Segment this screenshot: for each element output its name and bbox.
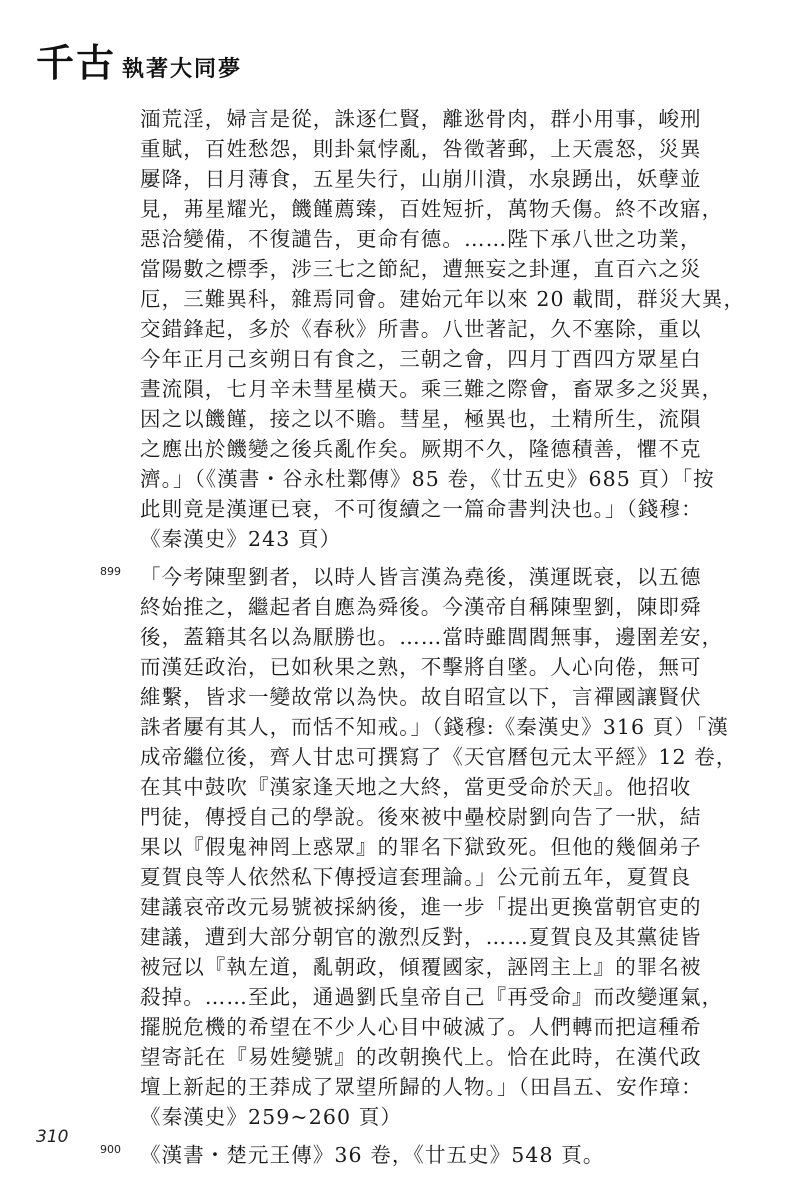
text-line: 屢降，日月薄食，五星失行，山崩川潰，水泉踴出，妖孽並 [140, 167, 702, 191]
text-line: 後，蓋籍其名以為厭勝也。……當時雖閭閻無事，邊圉差安， [140, 625, 724, 649]
text-line: 而漢廷政治，已如秋果之熟，不擊將自墜。人心向倦，無可 [140, 655, 702, 679]
text-line: 維繫，皆求一變故常以為快。故自昭宣以下，言禪國讓賢伏 [140, 685, 702, 709]
book-title-large: 千古 [36, 40, 117, 85]
footnote-continuation [100, 104, 746, 554]
book-title-small: 執著大同夢 [122, 56, 243, 82]
text-line: 湎荒淫，婦言是從，誅逐仁賢，離逖骨肉，群小用事，峻刑 [140, 107, 702, 131]
text-line: 之應出於饑變之後兵亂作矣。厥期不久，隆德積善，懼不克 [140, 437, 702, 461]
text-line: 因之以饑饉，接之以不贍。彗星，極異也，土精所生，流隕 [140, 407, 702, 431]
text-line: 夏賀良等人依然私下傳授這套理論。」公元前五年，夏賀良 [140, 865, 692, 889]
text-line: 建議，遭到大部分朝官的激烈反對，……夏賀良及其黨徒皆 [140, 925, 702, 949]
text-line: 建議哀帝改元易號被採納後，進一步「提出更換當朝官吏的 [140, 895, 702, 919]
text-line: 重賦，百姓愁怨，則卦氣悖亂，咎徵著郵，上天震怒，災異 [140, 137, 702, 161]
text-line: 擺脱危機的希望在不少人心目中破滅了。人們轉而把這種希 [140, 1015, 702, 1039]
text-line: 厄，三難異科，雜焉同會。建始元年以來 20 載間，群災大異， [140, 287, 746, 311]
text-line: 終始推之，繼起者自應為舜後。今漢帝自稱陳聖劉，陳即舜 [140, 595, 702, 619]
footnote-899 [100, 562, 738, 1132]
text-line: 被冠以『執左道，亂朝政，傾覆國家，誣罔主上』的罪名被 [140, 955, 702, 979]
footnote-number: 899 [100, 565, 121, 578]
text-line: 門徒，傳授自己的學說。後來被中壘校尉劉向告了一狀，結 [140, 805, 702, 829]
text-line: 此則竟是漢運已衰，不可復續之一篇命書判決也。」（錢穆： [140, 497, 703, 521]
text-line: 「今考陳聖劉者，以時人皆言漢為堯後，漢運既衰，以五德 [140, 565, 702, 589]
text-line: 成帝繼位後，齊人甘忠可撰寫了《天官曆包元太平經》12 卷， [140, 745, 738, 769]
text-line: 《秦漢史》243 頁） [140, 527, 342, 551]
text-line: 果以『假鬼神罔上惑眾』的罪名下獄致死。但他的幾個弟子 [140, 835, 702, 859]
text-line: 《秦漢史》259~260 頁） [140, 1105, 402, 1129]
text-line: 殺掉。……至此，通過劉氏皇帝自己『再受命』而改變運氣， [140, 985, 724, 1009]
text-line: 今年正月己亥朔日有食之，三朝之會，四月丁酉四方眾星白 [140, 347, 702, 371]
text-line: 望寄託在『易姓變號』的改朝換代上。恰在此時，在漢代政 [140, 1045, 702, 1069]
footnote-900 [100, 1140, 680, 1170]
running-header [36, 22, 243, 85]
page-number: 310 [36, 1127, 69, 1147]
text-line: 交錯鋒起，多於《春秋》所書。八世著記，久不塞除，重以 [140, 317, 702, 341]
text-line: 誅者屢有其人，而恬不知戒。」（錢穆:《秦漢史》316 頁）「漢 [140, 715, 729, 739]
footnote-number: 900 [100, 1143, 121, 1156]
text-line: 壇上新起的王莽成了眾望所歸的人物。」（田昌五、安作璋： [140, 1075, 703, 1099]
text-line: 惡洽變備，不復譴告，更命有德。……陛下承八世之功業， [140, 227, 702, 251]
text-line: 在其中鼓吹『漢家逢天地之大終，當更受命於天』。他招收 [140, 775, 692, 799]
text-line: 見，茀星耀光，饑饉薦臻，百姓短折，萬物夭傷。終不改寤， [140, 197, 724, 221]
text-line: 濟。」（《漢書・谷永杜鄴傳》85 卷，《廿五史》685 頁）「按 [140, 467, 715, 491]
page-body [100, 104, 746, 1170]
text-line: 晝流隕，七月辛未彗星橫天。乘三難之際會，畜眾多之災異， [140, 377, 724, 401]
text-line: 《漢書・楚元王傳》36 卷，《廿五史》548 頁。 [140, 1143, 605, 1167]
text-line: 當陽數之標季，涉三七之節紀，遭無妄之卦運，直百六之災 [140, 257, 702, 281]
